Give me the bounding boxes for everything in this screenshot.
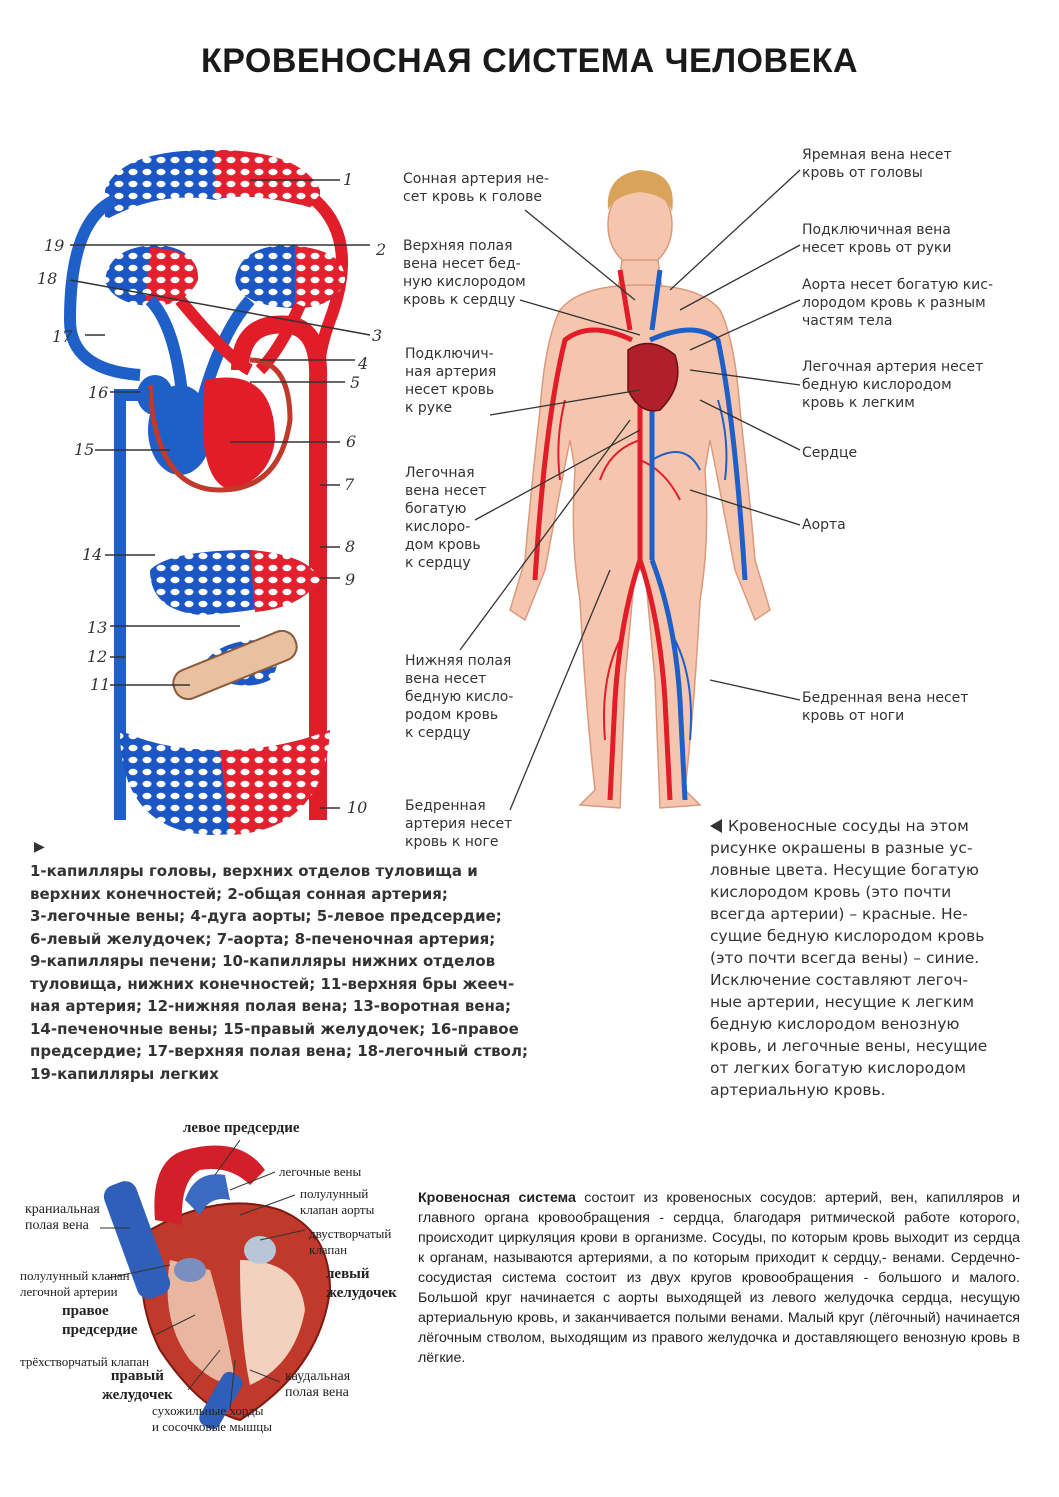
- schema-number: 11: [90, 675, 111, 694]
- label-tricuspid-valve: трёхстворчатый клапан: [20, 1354, 150, 1369]
- legend-line: 14-печеночные вены; 15-правый желудочек; 16-правое: [30, 1019, 519, 1038]
- note-line: Исключение составляют легоч-: [710, 971, 969, 989]
- note-line: бедную кислородом венозную: [710, 1015, 960, 1033]
- label-jugular-vein: Яремная вена несет кровь от головы: [802, 147, 952, 181]
- label-pulmonary-veins: легочные вены: [279, 1164, 362, 1179]
- note-line: рисунке окрашены в разные ус-: [710, 839, 973, 857]
- schema-number: 13: [87, 618, 108, 637]
- schema-number: 17: [52, 327, 73, 346]
- legend-line: туловища, нижних конечностей; 11-верхняя бры жееч-: [30, 974, 515, 993]
- note-line: Кровеносные сосуды на этом: [728, 817, 969, 835]
- legend-line: 1-капилляры головы, верхних отделов туловища и: [30, 862, 478, 880]
- note-line: от легких богатую кислородом: [710, 1059, 966, 1077]
- schema-legend: [30, 839, 550, 1085]
- schema-number: 19: [44, 236, 65, 255]
- label-inferior-vena-cava: Нижняя полая вена несет бедную кисло- родом кровь к сердцу: [405, 653, 514, 741]
- schema-number: 18: [37, 269, 58, 288]
- schema-number: 7: [344, 475, 355, 494]
- description-text: состоит из кровеносных сосудов: артерий, вен, капилляров и главного органа кровообращения - сердца, благодаря ритмической работе которого, происходит циркуляция крови в организме. Сосуды, по которым кровь выходит из сердца к органам, называются артериями, а по которым приходит к сердцу,- венами. Сердечно-сосудистая система состоит из двух кругов кровообращения - большого и малого. Большой круг начинается с аорты выходящей из левого желудочка сердца, несущую артериальную кровь, и заканчивается полыми венами. Малый круг (лёгочный) начинается лёгочным стволом, выходящим из правого желудочка и доставляющего венозную кровь в лёгкие.: [418, 1190, 1020, 1366]
- label-subclavian-vein: Подключичная вена несет кровь от руки: [802, 222, 952, 256]
- legend-line: 9-капилляры печени; 10-капилляры нижних отделов: [30, 952, 496, 970]
- note-line: сущие бедную кислородом кровь: [710, 927, 985, 945]
- schema-number: 9: [345, 570, 356, 589]
- schema-number: 5: [350, 373, 361, 392]
- schema-number: 14: [82, 545, 103, 564]
- label-pulmonary-valve: полулунный клапан легочной артерии: [20, 1268, 130, 1299]
- legend-marker: ▶: [34, 839, 45, 855]
- description-term: Кровеносная система: [418, 1190, 576, 1206]
- note-line: кислородом кровь (это почти: [710, 883, 952, 901]
- schema-number: 16: [88, 383, 109, 402]
- label-chordae: сухожильные хорды и сосочковые мышцы: [152, 1403, 272, 1434]
- legend-line: 3-легочные вены; 4-дуга аорты; 5-левое предсердие;: [30, 907, 502, 925]
- color-note: [710, 815, 995, 1101]
- label-pulmonary-artery: Легочная артерия несет бедную кислородом кровь к легким: [802, 359, 984, 411]
- triangle-left-icon: [710, 819, 722, 833]
- schema-number: 1: [343, 170, 354, 189]
- label-right-atrium: правое предсердие: [62, 1303, 138, 1338]
- schema-number: 10: [347, 798, 368, 817]
- legend-line: ная артерия; 12-нижняя полая вена; 13-воротная вена;: [30, 997, 512, 1015]
- note-line: всегда артерии) – красные. Не-: [710, 905, 968, 923]
- schema-number: 6: [346, 432, 357, 451]
- schema-number: 8: [345, 537, 356, 556]
- note-line: ные артерии, несущие к легким: [710, 993, 975, 1011]
- label-femoral-artery: Бедренная артерия несет кровь к ноге: [405, 798, 513, 850]
- label-right-ventricle: правый желудочек: [102, 1368, 173, 1403]
- schema-number: 3: [372, 326, 383, 345]
- label-pulmonary-vein: Легочная вена несет богатую кислоро- дом кровь к сердцу: [405, 465, 487, 571]
- label-aorta-rich: Аорта несет богатую кис- лородом кровь к разным частям тела: [802, 277, 994, 329]
- page-title: КРОВЕНОСНАЯ СИСТЕМА ЧЕЛОВЕКА: [200, 42, 859, 80]
- legend-line: предсердие; 17-верхняя полая вена; 18-легочный ствол;: [30, 1042, 528, 1060]
- schema-number: 2: [376, 240, 387, 259]
- label-heart: Сердце: [802, 445, 858, 461]
- label-bicuspid-valve: двустворчатый клапан: [309, 1226, 392, 1257]
- legend-line: верхних конечностей; 2-общая сонная артерия;: [30, 884, 448, 903]
- note-line: ловные цвета. Несущие богатую: [710, 861, 979, 879]
- label-caudal-vena-cava: каудальная полая вена: [285, 1369, 351, 1400]
- legend-line: 19-капилляры легких: [30, 1064, 219, 1083]
- note-line: артериальную кровь.: [710, 1081, 886, 1099]
- label-carotid-artery: Сонная артерия не- сет кровь к голове: [403, 171, 550, 205]
- description-paragraph: [418, 1188, 1020, 1368]
- label-subclavian-artery: Подключич- ная артерия несет кровь к руке: [405, 346, 497, 416]
- schema-number: 12: [87, 647, 108, 666]
- label-left-atrium: левое предсердие: [183, 1120, 300, 1136]
- label-left-ventricle: левый желудочек: [326, 1266, 397, 1301]
- schema-number: 15: [74, 440, 95, 459]
- label-femoral-vein: Бедренная вена несет кровь от ноги: [802, 690, 969, 724]
- label-cranial-vena-cava: краниальная полая вена: [25, 1202, 100, 1233]
- label-aorta: Аорта: [802, 517, 846, 533]
- note-line: (это почти всегда вены) – синие.: [710, 949, 980, 967]
- label-superior-vena-cava: Верхняя полая вена несет бед- ную кислородом кровь к сердцу: [403, 238, 526, 308]
- legend-line: 6-левый желудочек; 7-аорта; 8-печеночная артерия;: [30, 929, 496, 948]
- note-line: кровь, и легочные вены, несущие: [710, 1037, 988, 1055]
- label-aortic-valve: полулунный клапан аорты: [300, 1186, 375, 1217]
- schema-number: 4: [358, 354, 369, 373]
